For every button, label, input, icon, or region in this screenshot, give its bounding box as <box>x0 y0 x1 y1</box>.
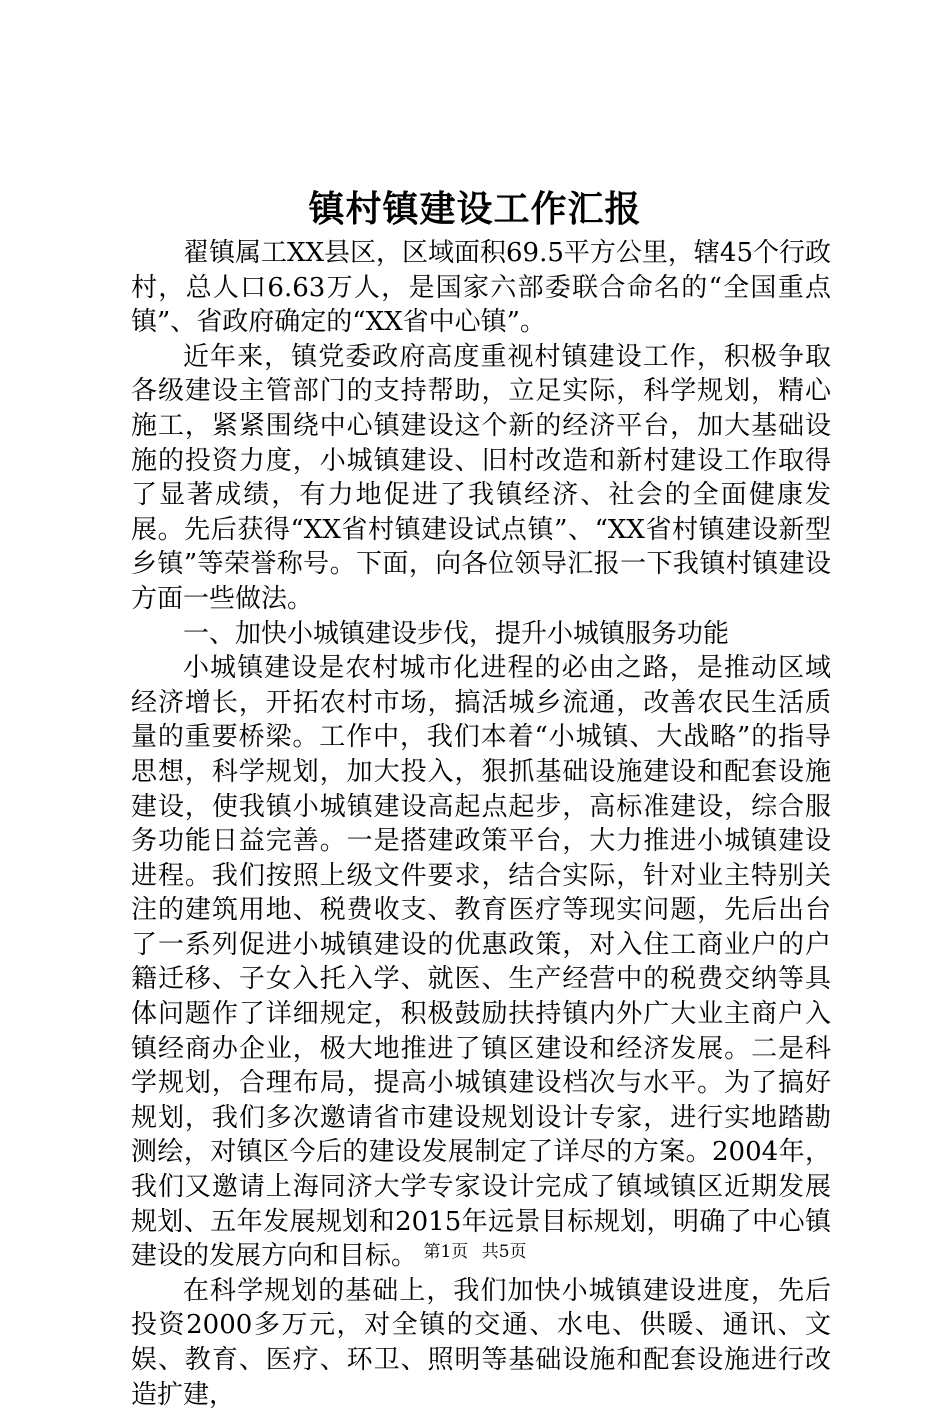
page-number: 第1页 <box>423 1242 469 1262</box>
paragraph-section-1: 小城镇建设是农村城市化进程的必由之路，是推动区域经济增长，开拓农村市场，搞活城乡流通，改善农民生活质量的重要桥梁。工作中，我们本着“小城镇、大战略”的指导思想，科学规划，加大投入，狠抓基础设施建设和配套设施建设，使我镇小城镇建设高起点起步，高标准建设，综合服务功能日益完善。一是搭建政策平台，大力推进小城镇建设进程。我们按照上级文件要求，结合实际，针对业主特别关注的建筑用地、税费收支、教育医疗等现实问题，先后出台了一系列促进小城镇建设的优惠政策，对入住工商业户的户籍迁移、子女入托入学、就医、生产经营中的税费交纳等具体问题作了详细规定，积极鼓励扶持镇内外广大业主商户入镇经商办企业，极大地推进了镇区建设和经济发展。二是科学规划，合理布局，提高小城镇建设档次与水平。为了搞好规划，我们多次邀请省市建设规划设计专家，进行实地踏勘测绘，对镇区今后的建设发展制定了详尽的方案。2004年，我们又邀请上海同济大学专家设计完成了镇域镇区近期发展规划、五年发展规划和2015年远景目标规划，明确了中心镇建设的发展方向和目标。 <box>131 653 831 1272</box>
page-total: 共5页 <box>481 1242 527 1262</box>
section-heading-1: 一、加快小城镇建设步伐，提升小城镇服务功能 <box>183 618 730 649</box>
paragraph-investment: 在科学规划的基础上，我们加快小城镇建设进度，先后投资2000多万元，对全镇的交通、水电、供暖、通讯、文娱、教育、医疗、环卫、照明等基础设施和配套设施进行改造扩建， <box>131 1275 831 1410</box>
document-title: 镇村镇建设工作汇报 <box>308 188 642 230</box>
document-body <box>131 236 831 1412</box>
paragraph-overview: 近年来，镇党委政府高度重视村镇建设工作，积极争取各级建设主管部门的支持帮助，立足实际，科学规划，精心施工，紧紧围绕中心镇建设这个新的经济平台，加大基础设施的投资力度，小城镇建设、旧村改造和新村建设工作取得了显著成绩，有力地促进了我镇经济、社会的全面健康发展。先后获得“XX省村镇建设试点镇”、“XX省村镇建设新型乡镇”等荣誉称号。下面，向各位领导汇报一下我镇村镇建设方面一些做法。 <box>131 341 831 614</box>
page-footer <box>0 1240 950 1264</box>
paragraph-intro: 翟镇属工XX县区，区域面积69.5平方公里，辖45个行政村，总人口6.63万人，是国家六部委联合命名的“全国重点镇”、省政府确定的“XX省中心镇”。 <box>131 238 831 338</box>
